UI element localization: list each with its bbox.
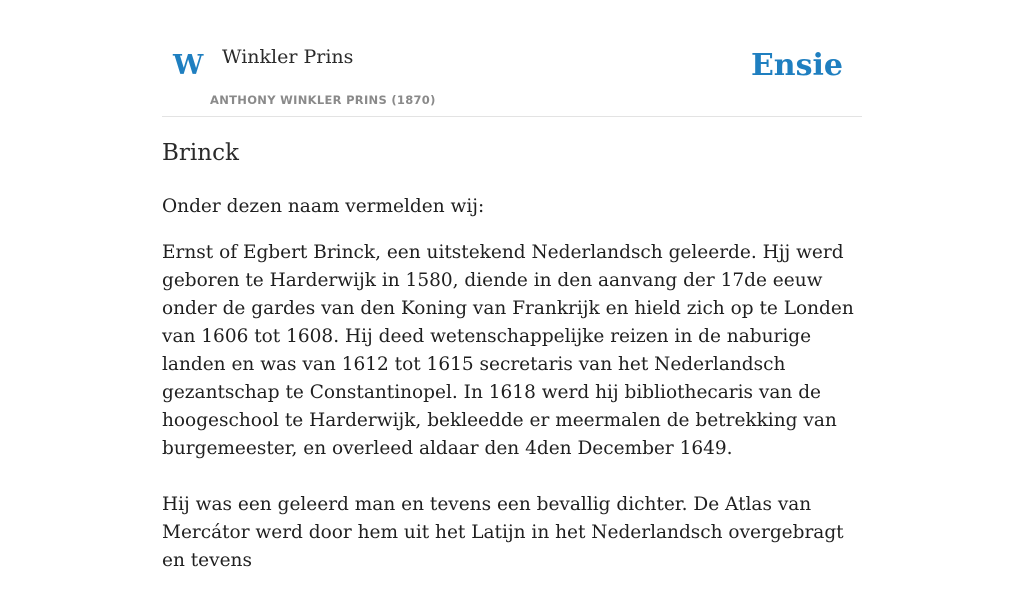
- entry-intro: Onder dezen naam vermelden wij:: [162, 196, 485, 217]
- entry-body: [162, 239, 862, 603]
- entry-paragraph: Ernst of Egbert Brinck, een uitstekend Nederlandsch geleerde. Hjj werd geboren te Harderwijk in 1580, diende in den aanvang der 17de eeuw onder de gardes van den Koning van Frankrijk en hield zich op te Londen van 1606 tot 1608. Hij deed wetenschappelijke reizen in de naburige landen en was van 1612 tot 1615 secretaris van het Nederlandsch gezantschap te Constantinopel. In 1618 werd hij bibliothecaris van de hoogeschool te Harderwijk, bekleedde er meermalen de betrekking van burgemeester, en overleed aldaar den 4den December 1649.: [162, 242, 854, 459]
- entry-paragraph: Hij was een geleerd man en tevens een bevallig dichter. De Atlas van Mercátor werd door hem uit het Latijn in het Nederlandsch overgebragt en tevens: [162, 494, 844, 571]
- article-page: [162, 0, 862, 571]
- source-logo-icon[interactable]: W: [173, 50, 204, 81]
- source-subtitle: ANTHONY WINKLER PRINS (1870): [210, 93, 436, 107]
- source-header: [162, 0, 862, 117]
- entry-title: Brinck: [162, 140, 239, 166]
- ensie-logo[interactable]: Ensie: [750, 48, 843, 83]
- source-title-link[interactable]: Winkler Prins: [222, 46, 354, 68]
